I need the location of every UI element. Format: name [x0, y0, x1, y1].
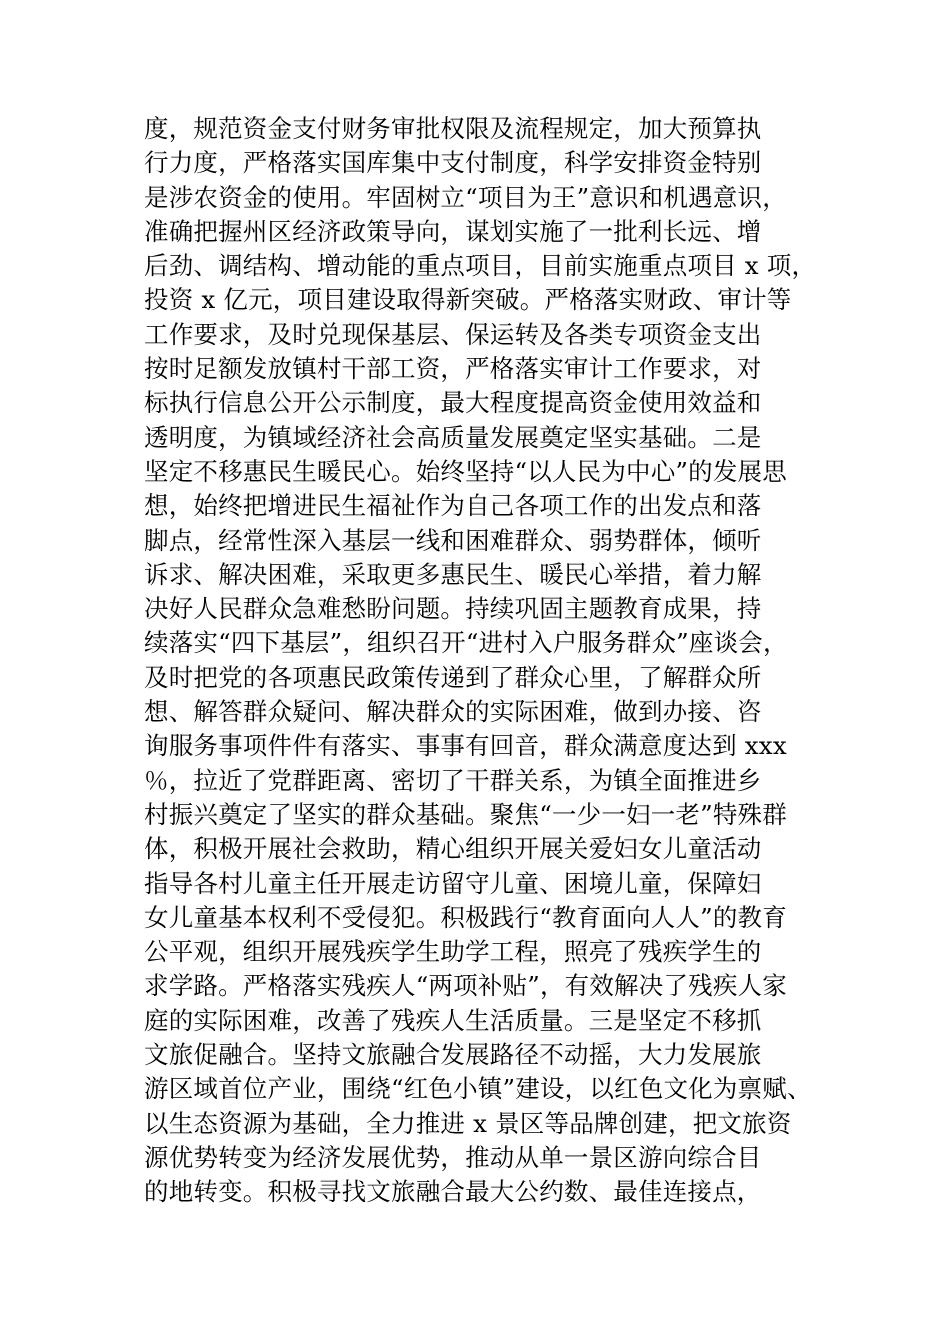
text-line: 体，积极开展社会救助，精心组织开展关爱妇女儿童活动: [144, 834, 762, 864]
text-line: ％，拉近了党群距离、密切了干群关系，为镇全面推进乡: [144, 765, 762, 795]
text-line: 想，始终把增进民生福祉作为自己各项工作的出发点和落: [144, 491, 762, 521]
text-line: 决好人民群众急难愁盼问题。持续巩固主题教育成果，持: [144, 594, 762, 624]
text-line: 询服务事项件件有落实、事事有回音，群众满意度达到 xxx: [144, 731, 787, 761]
body-text: [144, 112, 844, 1210]
text-line: 标执行信息公开公示制度，最大程度提高资金使用效益和: [144, 388, 762, 418]
text-line: 指导各村儿童主任开展走访留守儿童、困境儿童，保障妇: [144, 868, 762, 898]
text-line: 投资 x 亿元，项目建设取得新突破。严格落实财政、审计等: [144, 285, 792, 315]
text-line: 求学路。严格落实残疾人“两项补贴”，有效解决了残疾人家: [144, 971, 787, 1001]
text-line: 公平观，组织开展残疾学生助学工程，照亮了残疾学生的: [144, 937, 762, 967]
text-line: 庭的实际困难，改善了残疾人生活质量。三是坚定不移抓: [144, 1005, 762, 1035]
text-line: 脚点，经常性深入基层一线和困难群众、弱势群体，倾听: [144, 525, 762, 555]
text-line: 续落实“四下基层”，组织召开“进村入户服务群众”座谈会，: [144, 628, 788, 658]
text-line: 按时足额发放镇村干部工资，严格落实审计工作要求，对: [144, 354, 762, 384]
text-line: 以生态资源为基础，全力推进 x 景区等品牌创建，把文旅资: [144, 1108, 792, 1138]
text-line: 文旅促融合。坚持文旅融合发展路径不动摇，大力发展旅: [144, 1040, 762, 1070]
text-line: 源优势转变为经济发展优势，推动从单一景区游向综合目: [144, 1142, 762, 1172]
text-line: 想、解答群众疑问、解决群众的实际困难，做到办接、咨: [144, 697, 762, 727]
text-line: 行力度，严格落实国库集中支付制度，科学安排资金特别: [144, 148, 762, 178]
text-line: 诉求、解决困难，采取更多惠民生、暖民心举措，着力解: [144, 559, 762, 589]
text-line: 后劲、调结构、增动能的重点项目，目前实施重点项目 x 项，: [144, 251, 817, 281]
text-line: 女儿童基本权利不受侵犯。积极践行“教育面向人人”的教育: [144, 902, 787, 932]
text-line: 准确把握州区经济政策导向，谋划实施了一批利长远、增: [144, 216, 762, 246]
text-line: 度，规范资金支付财务审批权限及流程规定，加大预算执: [144, 114, 762, 143]
text-line: 的地转变。积极寻找文旅融合最大公约数、最佳连接点，: [144, 1177, 762, 1207]
text-line: 坚定不移惠民生暖民心。始终坚持“以人民为中心”的发展思: [144, 456, 787, 486]
text-line: 工作要求，及时兑现保基层、保运转及各类专项资金支出: [144, 319, 762, 349]
text-line: 透明度，为镇域经济社会高质量发展奠定坚实基础。二是: [144, 422, 762, 452]
text-line: 是涉农资金的使用。牢固树立“项目为王”意识和机遇意识，: [144, 182, 787, 212]
text-line: 游区域首位产业，围绕“红色小镇”建设，以红色文化为禀赋、: [144, 1074, 812, 1104]
text-line: 及时把党的各项惠民政策传递到了群众心里，了解群众所: [144, 662, 762, 692]
text-line: 村振兴奠定了坚实的群众基础。聚焦“一少一妇一老”特殊群: [144, 799, 787, 829]
